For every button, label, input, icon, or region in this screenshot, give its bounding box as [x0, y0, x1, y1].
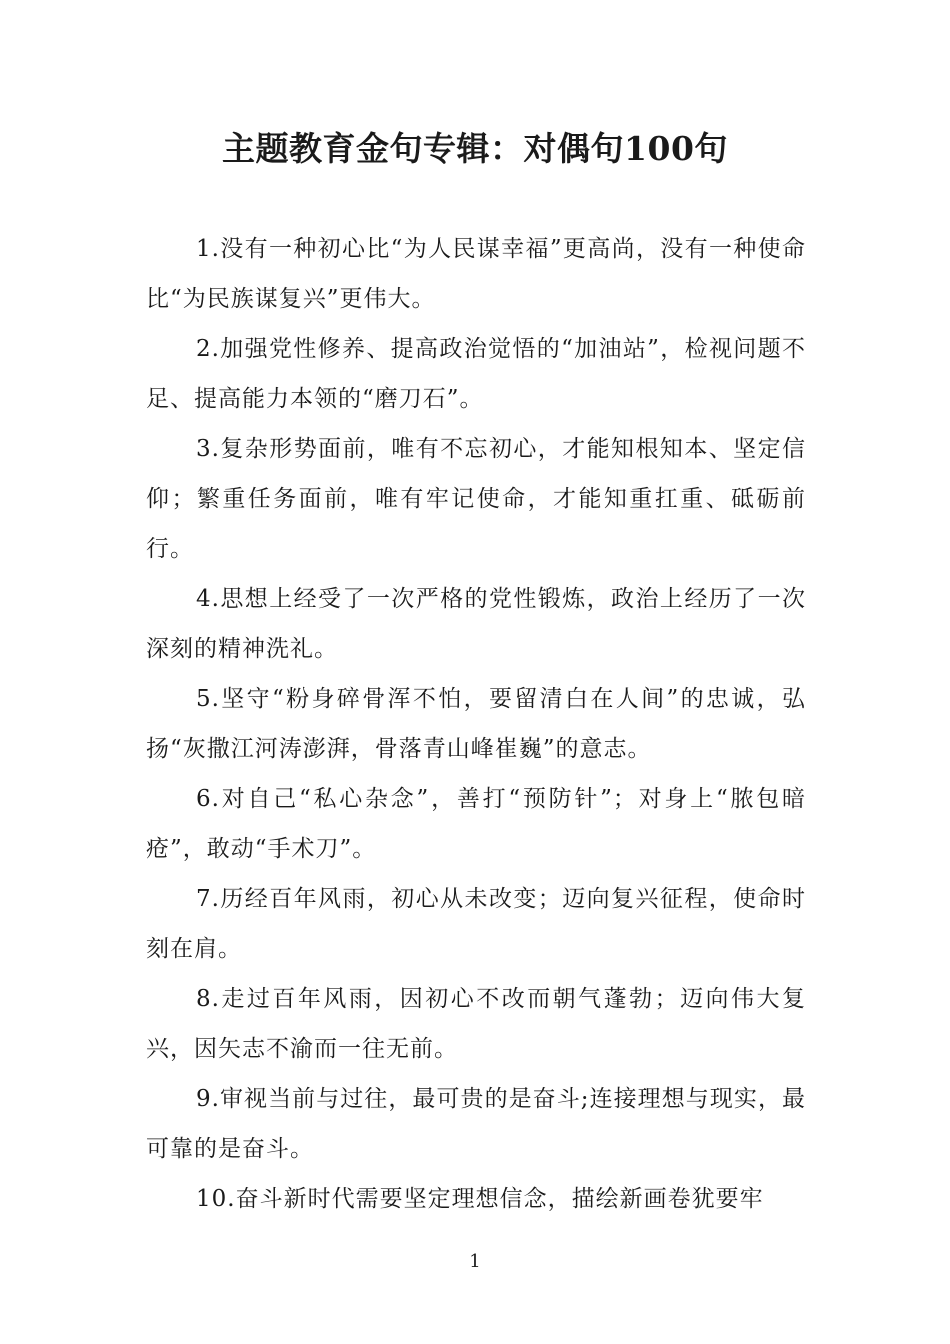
- paragraph-6: 6.对自己“私心杂念”，善打“预防针”；对身上“脓包暗疮”，敢动“手术刀”。: [146, 786, 806, 862]
- paragraph-1: 1.没有一种初心比“为人民谋幸福”更高尚，没有一种使命比“为民族谋复兴”更伟大。: [146, 236, 806, 312]
- document-body: [146, 224, 806, 1224]
- paragraph-4: 4.思想上经受了一次严格的党性锻炼，政治上经历了一次深刻的精神洗礼。: [146, 586, 806, 662]
- paragraph-3: 3.复杂形势面前，唯有不忘初心，才能知根知本、坚定信仰；繁重任务面前，唯有牢记使命，才能知重扛重、砥砺前行。: [146, 436, 806, 562]
- paragraph-10: 10.奋斗新时代需要坚定理想信念，描绘新画卷犹要牢: [196, 1186, 764, 1212]
- paragraph-5: 5.坚守“粉身碎骨浑不怕，要留清白在人间”的忠诚，弘扬“灰撒江河涛澎湃，骨落青山峰崔巍”的意志。: [146, 686, 806, 762]
- paragraph-7: 7.历经百年风雨，初心从未改变；迈向复兴征程，使命时刻在肩。: [146, 886, 806, 962]
- document-title: 主题教育金句专辑：对偶句100句: [222, 129, 728, 168]
- paragraph-2: 2.加强党性修养、提高政治觉悟的“加油站”，检视问题不足、提高能力本领的“磨刀石”。: [146, 336, 806, 412]
- paragraph-9: 9.审视当前与过往，最可贵的是奋斗;连接理想与现实，最可靠的是奋斗。: [146, 1086, 806, 1162]
- paragraph-8: 8.走过百年风雨，因初心不改而朝气蓬勃；迈向伟大复兴，因矢志不渝而一往无前。: [146, 986, 806, 1062]
- page-number: 1: [469, 1251, 481, 1272]
